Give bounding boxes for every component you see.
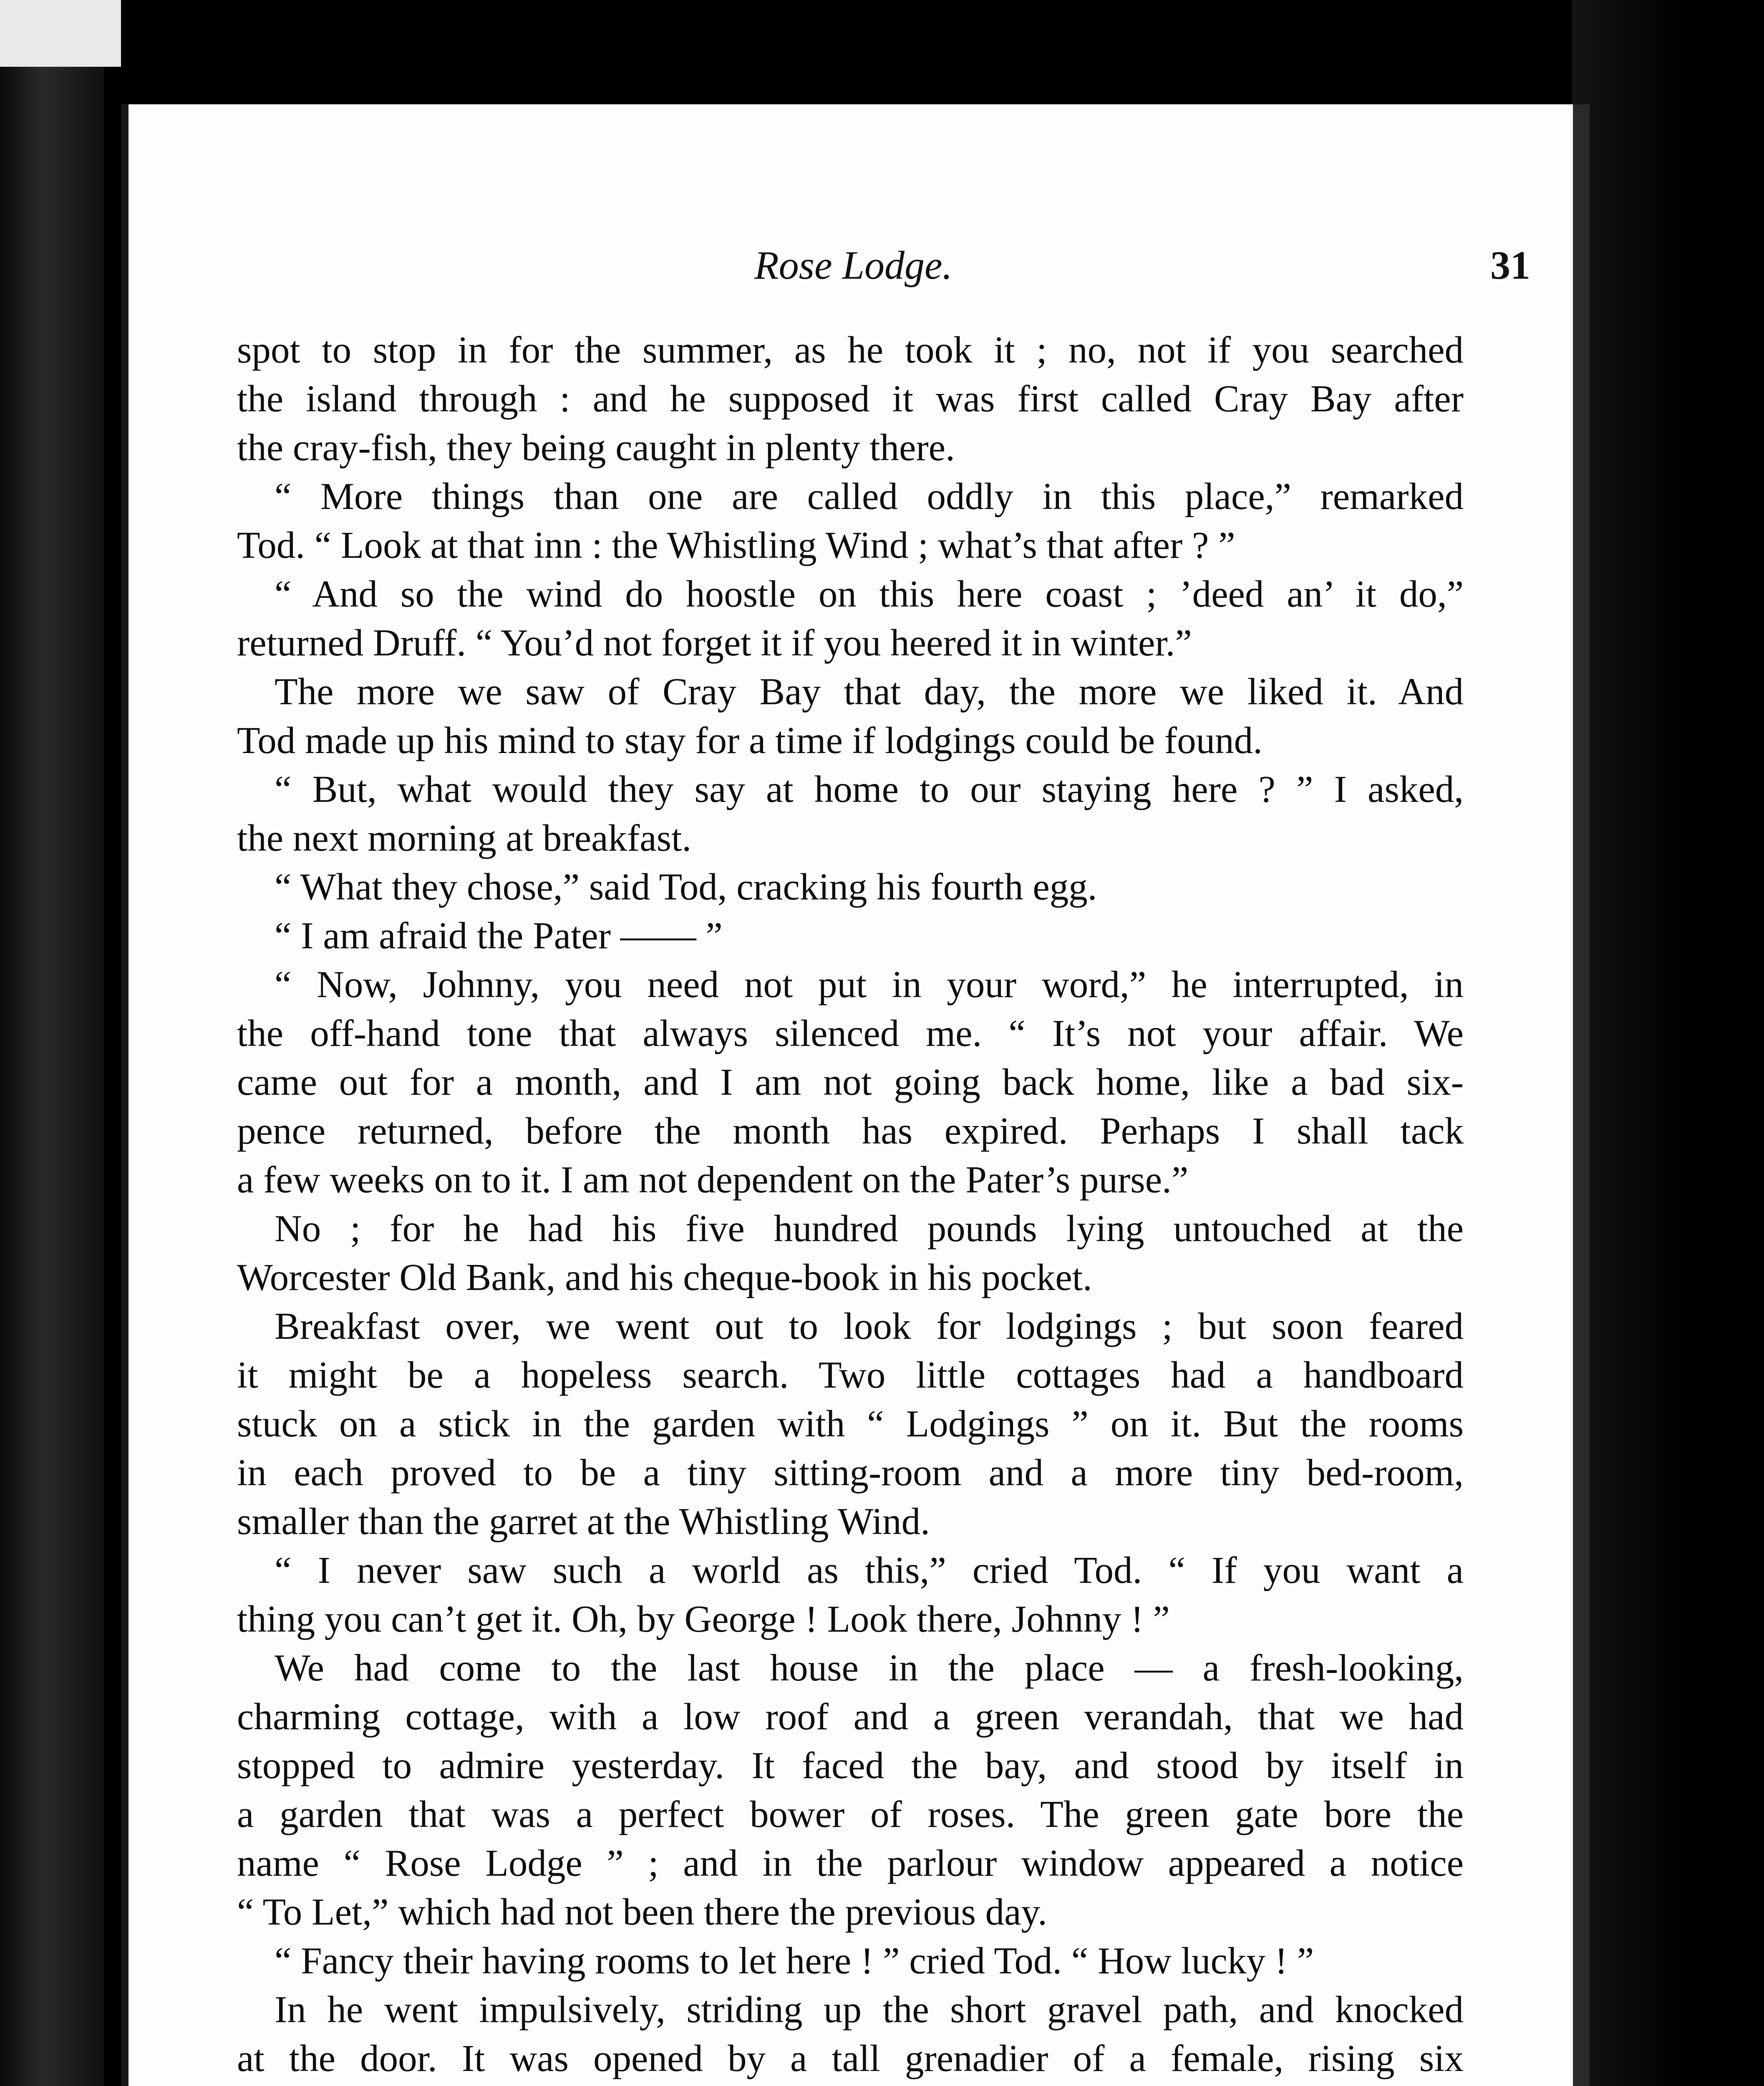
text-line: the next morning at breakfast. (237, 817, 692, 859)
text-line: name “ Rose Lodge ” ; and in the parlour window appeared a notice (237, 1842, 1464, 1884)
paragraph (237, 1985, 1464, 2086)
paragraph (237, 1936, 1464, 1985)
text-line: “ More things than one are called oddly in this place,” remarked (275, 475, 1464, 517)
paragraph (237, 1302, 1464, 1546)
text-line: “ I am afraid the Pater —— ” (275, 915, 723, 957)
text-line: “ And so the wind do hoostle on this here coast ; ’deed an’ it do,” (275, 573, 1464, 615)
text-line: “ What they chose,” said Tod, cracking his fourth egg. (275, 866, 1097, 908)
running-head (129, 242, 1580, 300)
text-line: “ To Let,” which had not been there the previous day. (237, 1891, 1047, 1933)
text-line: Worcester Old Bank, and his cheque-book in his pocket. (237, 1256, 1092, 1298)
text-line: it might be a hopeless search. Two little cottages had a handboard (237, 1354, 1464, 1396)
right-binding-strip (1572, 0, 1764, 2086)
running-title: Rose Lodge. (754, 243, 953, 287)
text-line: “ Now, Johnny, you need not put in your word,” he interrupted, in (275, 963, 1464, 1005)
paragraph (237, 1643, 1464, 1936)
text-line: the cray-fish, they being caught in plenty there. (237, 426, 955, 469)
paragraph (237, 569, 1464, 667)
text-line: returned Druff. “ You’d not forget it if you heered it in winter.” (237, 622, 1192, 664)
text-line: smaller than the garret at the Whistling Wind. (237, 1500, 930, 1542)
text-line: “ But, what would they say at home to our staying here ? ” I asked, (275, 768, 1464, 810)
paragraph (237, 667, 1464, 765)
text-line: a garden that was a perfect bower of roses. The green gate bore the (237, 1793, 1464, 1835)
paragraph (237, 911, 1464, 960)
paragraph (237, 862, 1464, 911)
text-line: charming cottage, with a low roof and a green verandah, that we had (237, 1696, 1464, 1738)
paragraph (237, 1546, 1464, 1643)
text-line: the island through : and he supposed it was first called Cray Bay after (237, 378, 1464, 420)
page-number: 31 (1490, 243, 1530, 287)
text-line: Tod. “ Look at that inn : the Whistling Wind ; what’s that after ? ” (237, 524, 1235, 566)
text-line: spot to stop in for the summer, as he took it ; no, not if you searched (237, 329, 1464, 371)
paragraph (237, 765, 1464, 862)
text-line: came out for a month, and I am not going back home, like a bad six- (237, 1061, 1464, 1103)
paragraph (237, 472, 1464, 569)
body-text (237, 325, 1464, 2086)
text-line: stopped to admire yesterday. It faced the bay, and stood by itself in (237, 1744, 1464, 1786)
book-page (121, 104, 1580, 2086)
text-line: Breakfast over, we went out to look for lodgings ; but soon feared (275, 1305, 1464, 1347)
text-line: Tod made up his mind to stay for a time if lodgings could be found. (237, 719, 1263, 761)
left-gutter (0, 67, 104, 2086)
paragraph (237, 960, 1464, 1204)
text-line: “ Fancy their having rooms to let here ! ” cried Tod. “ How lucky ! ” (275, 1940, 1314, 1982)
text-line: pence returned, before the month has expired. Perhaps I shall tack (237, 1110, 1464, 1152)
text-line: thing you can’t get it. Oh, by George ! Look there, Johnny ! ” (237, 1598, 1170, 1640)
text-line: No ; for he had his five hundred pounds lying untouched at the (275, 1207, 1464, 1250)
paragraph (237, 1204, 1464, 1302)
text-line: in each proved to be a tiny sitting-room and a more tiny bed-room, (237, 1451, 1464, 1494)
text-line: a few weeks on to it. I am not dependent on the Pater’s purse.” (237, 1159, 1189, 1201)
text-line: We had come to the last house in the place — a fresh-looking, (275, 1647, 1464, 1689)
text-line (237, 2083, 1464, 2086)
text-line: The more we saw of Cray Bay that day, the more we liked it. And (275, 670, 1464, 713)
scan-edge-top-left (0, 0, 121, 67)
text-line: “ I never saw such a world as this,” cried Tod. “ If you want a (275, 1549, 1464, 1591)
text-line: the off-hand tone that always silenced me. “ It’s not your affair. We (237, 1012, 1464, 1054)
page-edge-shadow (1573, 104, 1590, 2086)
text-line: In he went impulsively, striding up the short gravel path, and knocked (275, 1988, 1464, 2031)
paragraph (237, 325, 1464, 472)
text-line: stuck on a stick in the garden with “ Lodgings ” on it. But the rooms (237, 1403, 1464, 1445)
text-line: at the door. It was opened by a tall grenadier of a female, rising six (237, 2037, 1464, 2079)
